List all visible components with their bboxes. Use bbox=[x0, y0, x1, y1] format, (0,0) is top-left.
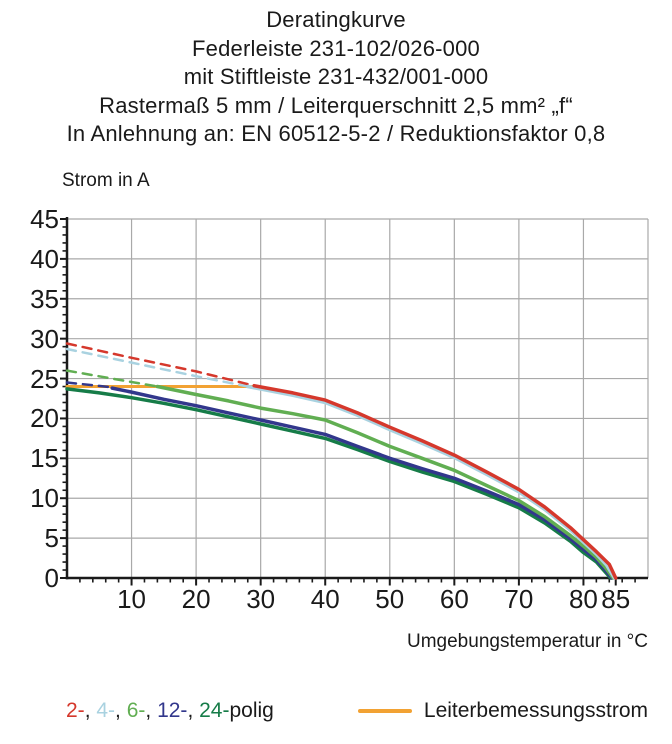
x-tick-label-70: 70 bbox=[504, 584, 534, 614]
x-tick-label-40: 40 bbox=[310, 584, 340, 614]
chart-title-block bbox=[0, 6, 672, 149]
curve-2-polig-oberhalb-leiterbemessungsstrom bbox=[67, 344, 254, 386]
title-line-3: mit Stiftleiste 231-432/001-000 bbox=[183, 64, 489, 89]
legend-pole-item: polig bbox=[229, 699, 274, 722]
legend-pole-item: 2- bbox=[66, 699, 85, 722]
curve-24-polig bbox=[67, 389, 611, 578]
x-tick-label-50: 50 bbox=[375, 584, 405, 614]
legend-pole-item: 4- bbox=[96, 699, 116, 722]
x-tick-label-30: 30 bbox=[246, 584, 276, 614]
legend-pole-item: , bbox=[187, 699, 200, 722]
y-tick-label-20: 20 bbox=[30, 403, 59, 434]
legend-pole-item: 12- bbox=[157, 699, 188, 722]
pole-count-legend bbox=[66, 699, 274, 723]
y-tick-label-5: 5 bbox=[44, 523, 59, 554]
y-tick-label-0: 0 bbox=[44, 563, 59, 593]
x-tick-label-20: 20 bbox=[181, 584, 211, 614]
legend-pole-item: , bbox=[115, 699, 127, 722]
legend bbox=[66, 699, 648, 723]
x-tick-label-85: 85 bbox=[601, 584, 631, 614]
y-tick-label-40: 40 bbox=[30, 243, 59, 274]
derating-chart-canvas bbox=[67, 219, 648, 578]
y-tick-label-10: 10 bbox=[30, 483, 59, 514]
title-line-5: In Anlehnung an: EN 60512-5-2 / Reduktionsfaktor 0,8 bbox=[66, 121, 606, 146]
y-axis-title: Strom in A bbox=[62, 170, 150, 191]
plot-area bbox=[30, 204, 648, 614]
rated-current-label: Leiterbemessungsstrom bbox=[423, 699, 648, 722]
title-line-2: Federleiste 231-102/026-000 bbox=[192, 35, 480, 61]
x-tick-label-60: 60 bbox=[439, 584, 469, 614]
y-tick-label-45: 45 bbox=[30, 204, 59, 234]
legend-pole-item: , bbox=[145, 699, 158, 722]
legend-pole-item: , bbox=[84, 699, 97, 722]
y-tick-label-25: 25 bbox=[30, 363, 59, 394]
y-tick-label-35: 35 bbox=[30, 283, 59, 314]
x-tick-label-80: 80 bbox=[568, 584, 598, 614]
x-axis-title: Umgebungstemperatur in °C bbox=[407, 631, 648, 652]
curve-2-polig bbox=[254, 386, 616, 578]
title-line-1: Deratingkurve bbox=[266, 7, 406, 32]
legend-pole-item: 24- bbox=[199, 699, 230, 722]
title-line-4: Rastermaß 5 mm / Leiterquerschnitt 2,5 mm² „f“ bbox=[99, 92, 573, 118]
rated-current-line-swatch bbox=[358, 709, 412, 713]
y-tick-label-30: 30 bbox=[30, 323, 59, 354]
curve-4-polig-oberhalb-leiterbemessungsstrom bbox=[67, 349, 248, 387]
rated-current-legend bbox=[358, 699, 648, 723]
y-tick-label-15: 15 bbox=[30, 443, 59, 474]
x-tick-label-10: 10 bbox=[117, 584, 146, 614]
legend-pole-item: 6- bbox=[126, 699, 146, 722]
